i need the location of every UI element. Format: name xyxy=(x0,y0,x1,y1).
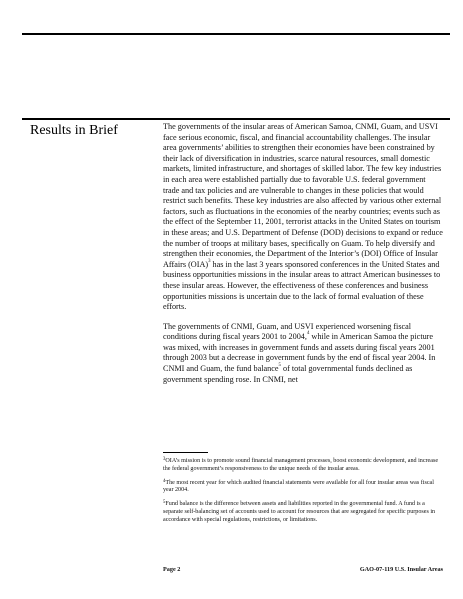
footnote-mark-4: 4 xyxy=(163,478,166,484)
body-text xyxy=(163,122,443,394)
paragraph-2-text-end: of total governmental funds declined as government spending rose. In CNMI, net xyxy=(163,364,413,384)
footnote-ref-4: 4 xyxy=(306,331,310,337)
paragraph-1-text-end: has in the last 3 years sponsored conferences in the United States and business opportunities missions in the insular areas to attract American businesses to these insular areas. However, the effectiveness of these conferences and business opportunities missions is uncertain due to the lack of formal evaluation of these efforts. xyxy=(163,259,441,312)
footnote-4 xyxy=(163,480,443,495)
footnotes xyxy=(163,458,443,531)
page-number: Page 2 xyxy=(163,566,181,573)
paragraph-2-text-mid: while in American Samoa the picture was mixed, with increases in government funds and assets during fiscal years 2001 through 2003 but a decrease in government funds by the end of fiscal year 2004. In CNMI and Guam, the fund balance xyxy=(163,332,436,374)
footnote-ref-3: 3 xyxy=(208,258,211,264)
footnote-4-text: The most recent year for which audited financial statements were available for all four insular areas was fiscal year 2004. xyxy=(163,479,434,494)
top-rule xyxy=(22,33,450,35)
footnote-3-text: OIA’s mission is to promote sound financial management processes, boost economic development, and increase the federal government’s responsiveness to the unique needs of the insular areas. xyxy=(163,458,439,472)
paragraph-2 xyxy=(163,322,443,386)
footnote-mark-3: 3 xyxy=(163,457,166,462)
paragraph-2-text-start: The governments of CNMI, Guam, and USVI experienced worsening fiscal conditions during fiscal years 2001 to 2004, xyxy=(163,321,412,342)
footnote-separator xyxy=(163,452,208,453)
paragraph-1-text: The governments of the insular areas of American Samoa, CNMI, Guam, and USVI face serious economic, fiscal, and financial accountability challenges. The insular area governments’ abilities to strengthen their economies have been constrained by their lack of diversification in industries, scarce natural resources, small domestic markets, limited infrastructure, and shortages of skilled labor. The few key industries in each area were established partially due to favorable U.S. federal government trade and tax policies and are vulnerable to changes in these policies that would restrict such benefits. These key industries are also affected by various other external factors, such as fluctuations in the economies of the nearby countries; events such as the effect of the September 11, 2001, terrorist attacks in the United States on tourism in these areas; and U.S. Department of Defense (DOD) decisions to expand or reduce the number of troops at military bases, specifically on Guam. To help diversify and strengthen their economies, the Department of the Interior’s (DOI) Office of Insular Affairs (OIA) xyxy=(163,122,443,269)
paragraph-1 xyxy=(163,122,443,313)
section-heading: Results in Brief xyxy=(30,123,118,138)
section-rule xyxy=(22,118,450,120)
footnote-3 xyxy=(163,458,443,473)
footnote-mark-5: 5 xyxy=(163,500,166,506)
footnote-5 xyxy=(163,501,443,524)
footnote-ref-5: 5 xyxy=(278,363,281,369)
report-id: GAO-07-119 U.S. Insular Areas xyxy=(359,566,443,573)
footnote-5-text: Fund balance is the difference between assets and liabilities reported in the governmental fund. A fund is a separate self-balancing set of accounts used to account for resources that are segregated for specific purposes in accordance with special regulations, restrictions, or limitations. xyxy=(163,501,436,523)
